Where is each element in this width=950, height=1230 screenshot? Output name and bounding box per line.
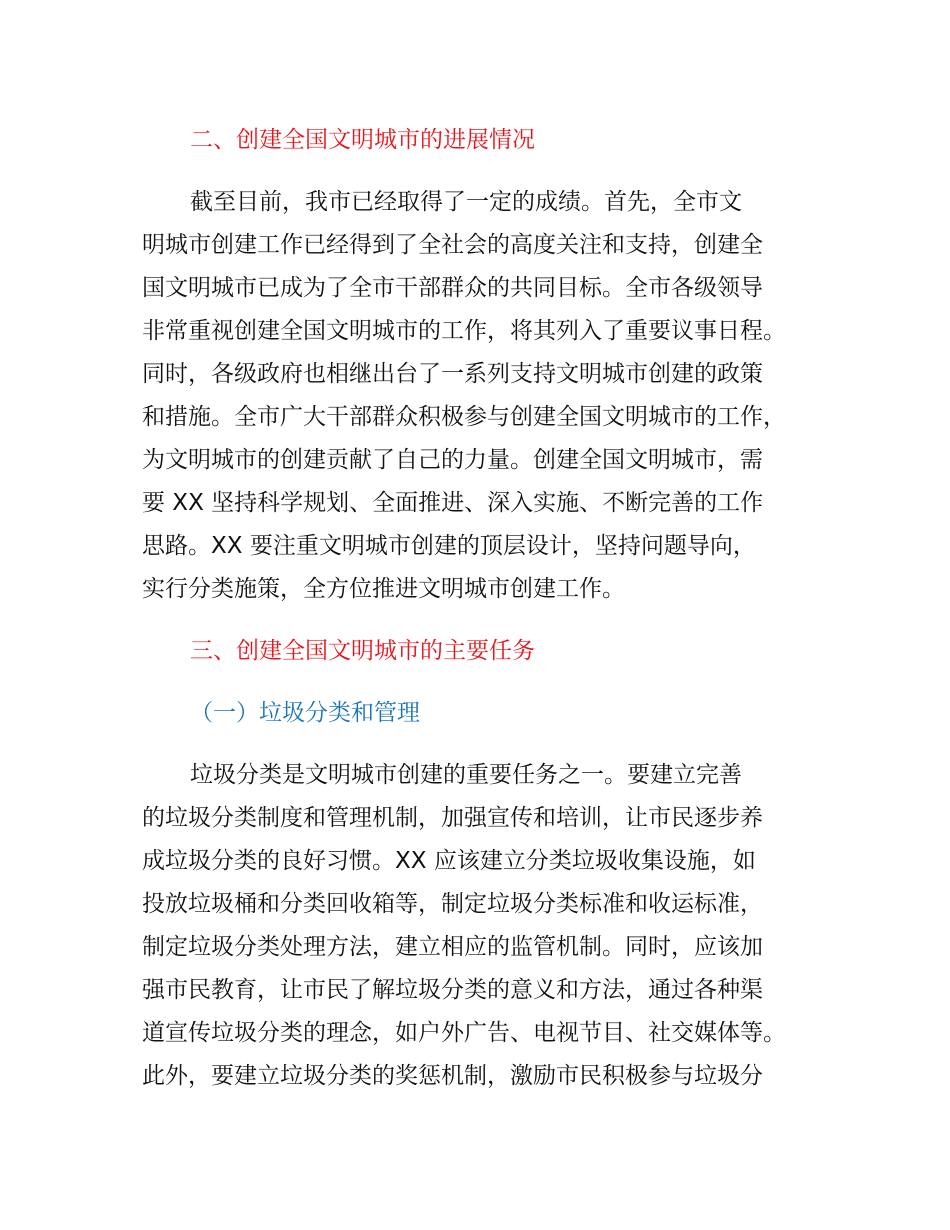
paragraph-line: 明城市创建工作已经得到了全社会的高度关注和支持，创建全 — [142, 232, 763, 258]
paragraph-line: 截至目前，我市已经取得了一定的成绩。首先，全市文 — [190, 189, 742, 215]
paragraph-line: 国文明城市已成为了全市干部群众的共同目标。全市各级领导 — [142, 275, 763, 301]
paragraph-line: 投放垃圾桶和分类回收箱等，制定垃圾分类标准和收运标准， — [142, 891, 763, 917]
paragraph-line: 要 XX 坚持科学规划、全面推进、深入实施、不断完善的工作 — [142, 490, 764, 516]
subsection-1-heading: （一）垃圾分类和管理 — [190, 700, 420, 726]
paragraph-line: 的垃圾分类制度和管理机制，加强宣传和培训，让市民逐步养 — [142, 805, 763, 831]
paragraph-line: 实行分类施策，全方位推进文明城市创建工作。 — [142, 576, 625, 602]
section-2-heading: 二、创建全国文明城市的进展情况 — [190, 127, 535, 153]
paragraph-line: 非常重视创建全国文明城市的工作，将其列入了重要议事日程。 — [142, 318, 786, 344]
paragraph-line: 同时，各级政府也相继出台了一系列支持文明城市创建的政策 — [142, 361, 763, 387]
paragraph-line: 制定垃圾分类处理方法，建立相应的监管机制。同时，应该加 — [142, 934, 763, 960]
paragraph-line: 垃圾分类是文明城市创建的重要任务之一。要建立完善 — [190, 762, 742, 788]
section-3-heading: 三、创建全国文明城市的主要任务 — [190, 638, 535, 664]
paragraph-line: 和措施。全市广大干部群众积极参与创建全国文明城市的工作， — [142, 404, 786, 430]
paragraph-line: 强市民教育，让市民了解垃圾分类的意义和方法，通过各种渠 — [142, 977, 763, 1003]
paragraph-line: 道宣传垃圾分类的理念，如户外广告、电视节目、社交媒体等。 — [142, 1020, 786, 1046]
paragraph-line: 成垃圾分类的良好习惯。XX 应该建立分类垃圾收集设施，如 — [142, 848, 756, 874]
paragraph-line: 此外，要建立垃圾分类的奖惩机制，激励市民积极参与垃圾分 — [142, 1063, 763, 1089]
paragraph-line: 为文明城市的创建贡献了自己的力量。创建全国文明城市，需 — [142, 447, 763, 473]
paragraph-line: 思路。XX 要注重文明城市创建的顶层设计，坚持问题导向， — [142, 533, 756, 559]
